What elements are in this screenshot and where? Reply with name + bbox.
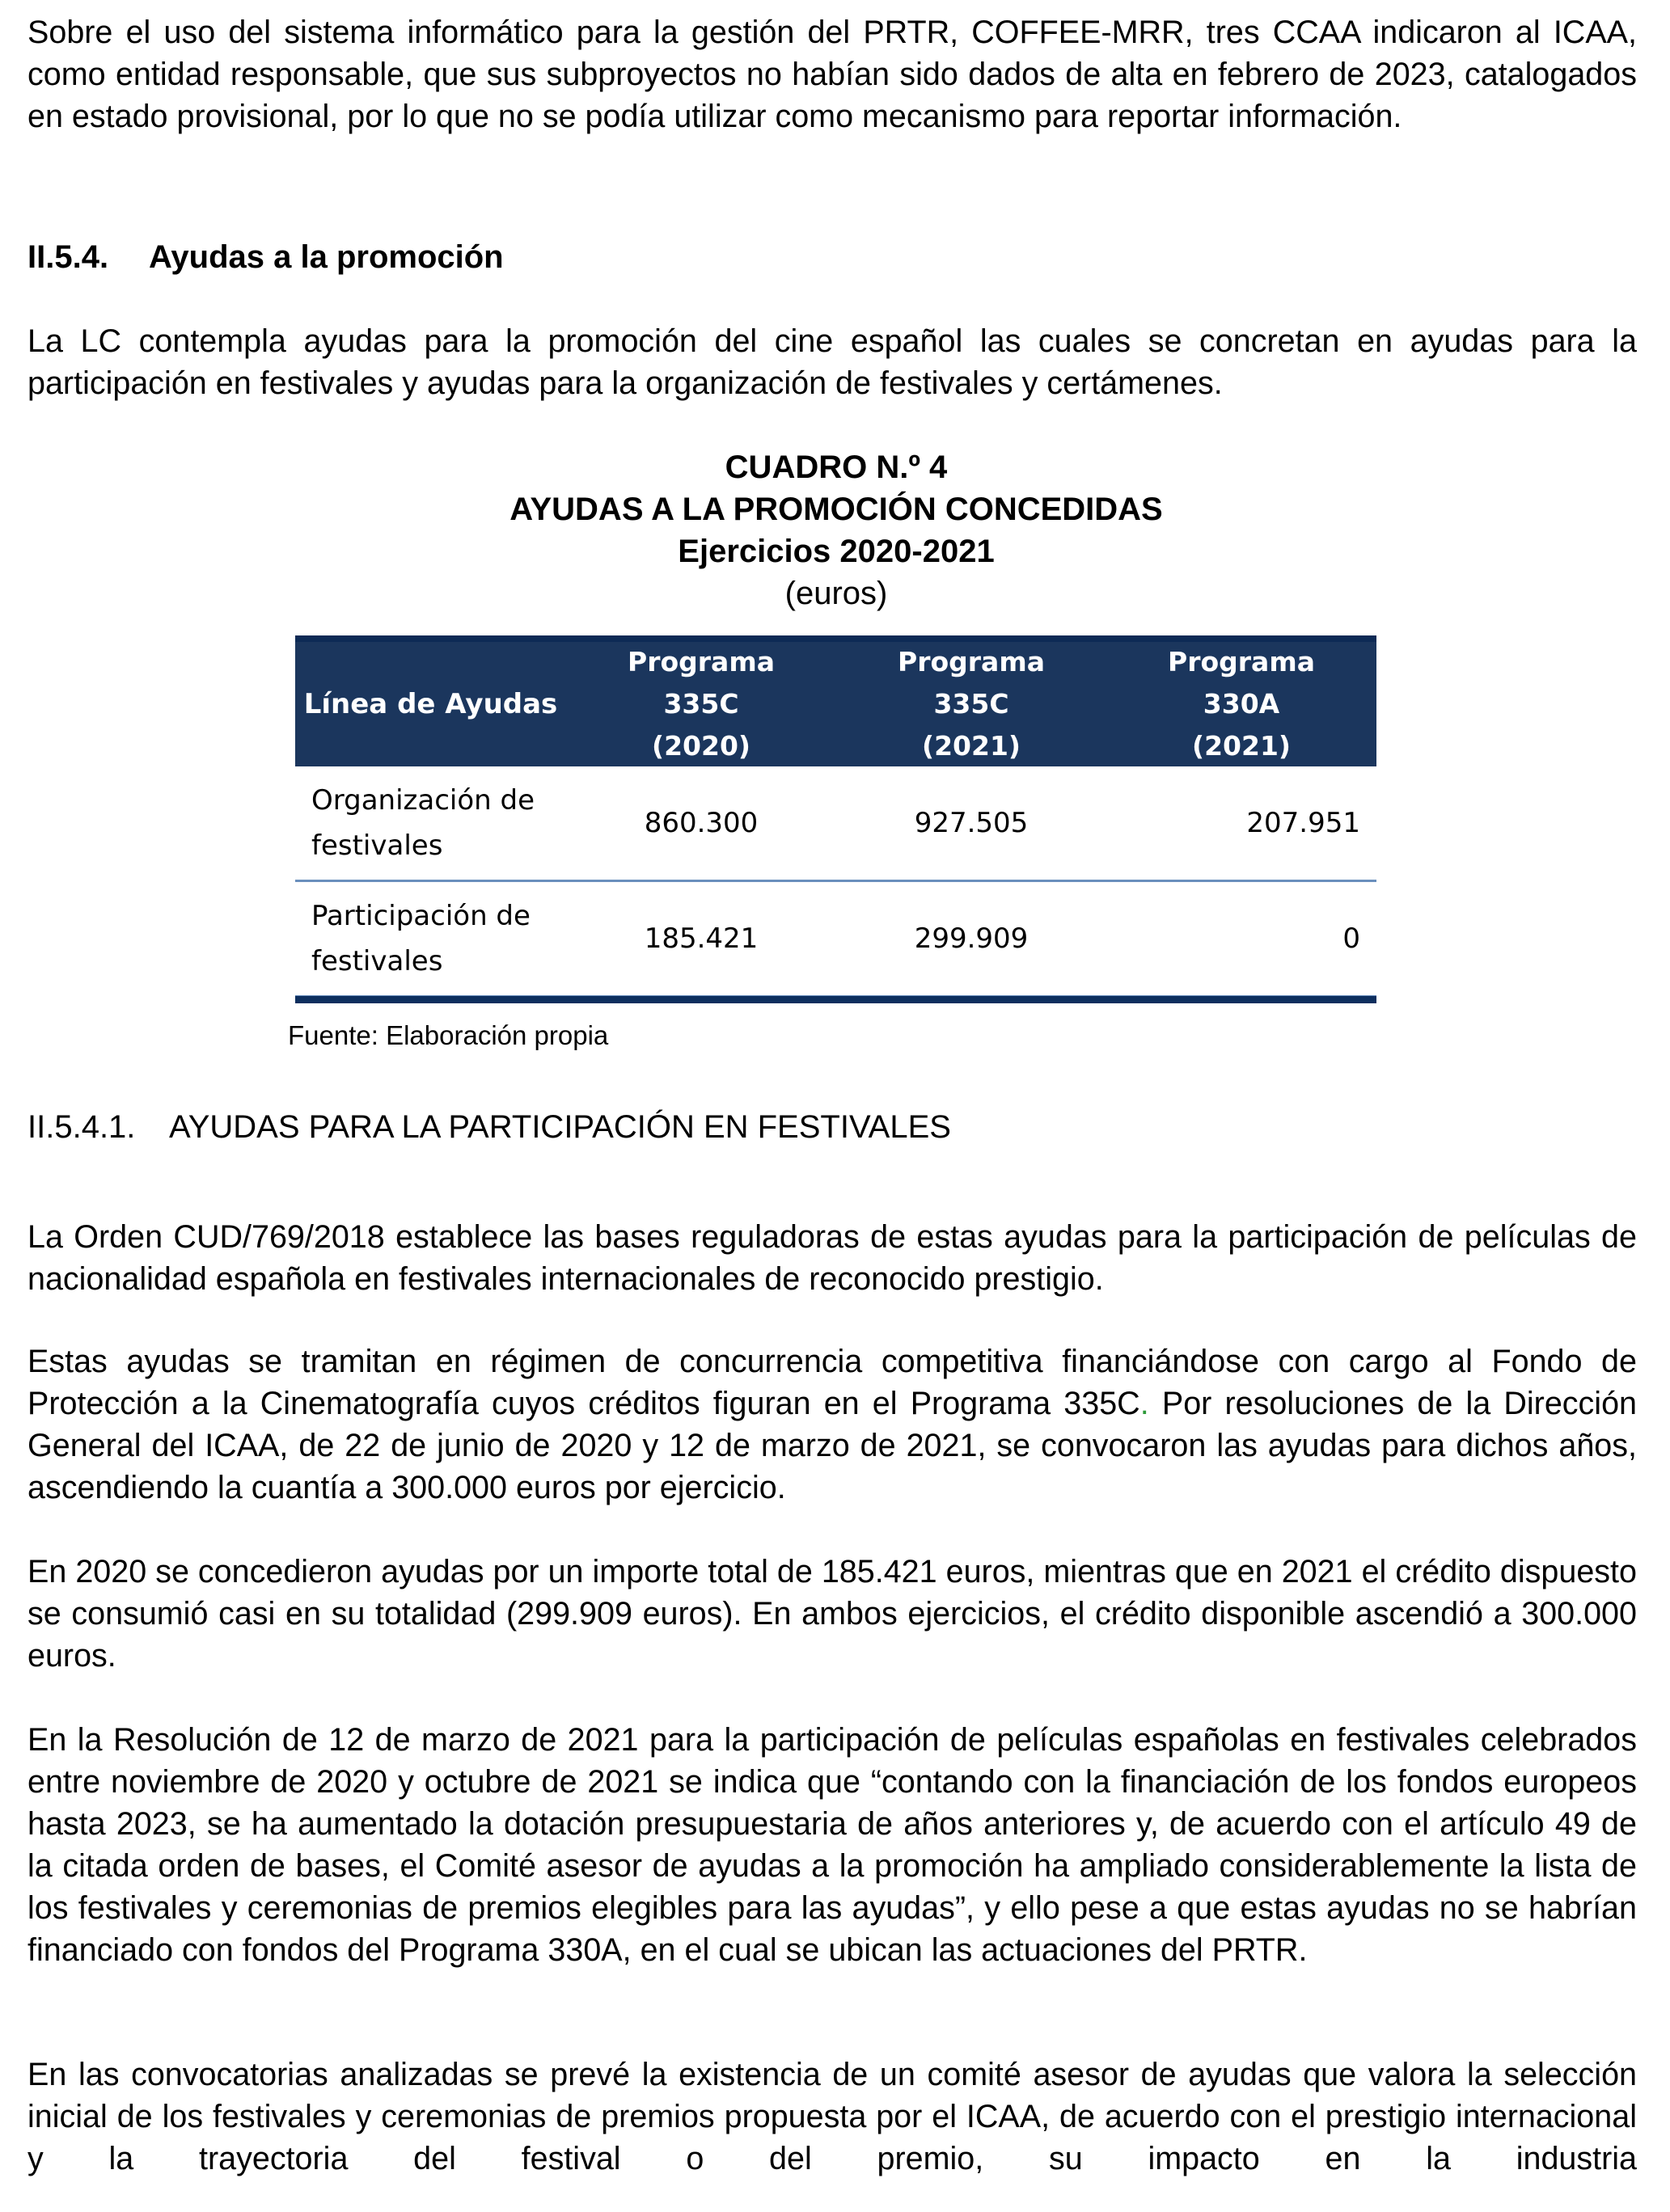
table-source: Fuente: Elaboración propia bbox=[288, 1020, 609, 1050]
table-row bbox=[295, 766, 1376, 882]
subsection-heading-participacion bbox=[27, 1109, 951, 1146]
cell-value: 299.909 bbox=[914, 922, 1029, 955]
subsection-title: AYUDAS PARA LA PARTICIPACIÓN EN FESTIVALES bbox=[169, 1109, 951, 1145]
row-label-line: festivales bbox=[311, 830, 443, 862]
text-run-green-dot: . bbox=[1139, 1386, 1149, 1421]
header-line: (2021) bbox=[921, 730, 1021, 762]
text-run: Estas ayudas se tramitan en régimen de concurrencia competitiva financiándose con cargo al Fondo de Protección a la Cinematografía cuyos créditos figuran en el Programa 335C bbox=[27, 1344, 1637, 1421]
text-run: Por resoluciones de la Dirección General del ICAA, de 22 de junio de 2020 y 12 de marzo de 2021, se convocaron las ayudas para dichos años, ascendiendo la cuantía a 300.000 euros por ejercicio. bbox=[27, 1386, 1638, 1505]
cell-value: 207.951 bbox=[1246, 807, 1360, 839]
table-units: (euros) bbox=[784, 576, 888, 611]
cell-value: 927.505 bbox=[914, 807, 1029, 839]
row-label-line: festivales bbox=[311, 945, 443, 977]
cell-value: 185.421 bbox=[644, 922, 759, 955]
header-col-335c-2021 bbox=[836, 642, 1106, 766]
table-title: AYUDAS A LA PROMOCIÓN CONCEDIDAS bbox=[509, 492, 1163, 527]
paragraph-comite-asesor: En las convocatorias analizadas se prevé la existencia de un comité asesor de ayudas que valora la selección inicial de los festivales y ceremonias de premios propuesta por el ICAA, de acuerdo con el prestigio internacional y la trayectoria del festival o del premio, su impacto en la industria bbox=[27, 2057, 1637, 2176]
table-number: CUADRO N.º 4 bbox=[725, 450, 948, 485]
header-line: 335C bbox=[933, 688, 1009, 720]
header-line: 330A bbox=[1203, 688, 1280, 720]
cell-value: 860.300 bbox=[644, 807, 759, 839]
header-line: 335C bbox=[663, 688, 739, 720]
table-period: Ejercicios 2020-2021 bbox=[678, 534, 995, 569]
paragraph-resolucion-2021: En la Resolución de 12 de marzo de 2021 para la participación de películas españolas en festivales celebrados entre noviembre de 2020 y octubre de 2021 se indica que “contando con la financiación de los fondos europeos hasta 2023, se ha aumentado la dotación presupuestaria de años anteriores y, de acuerdo con el artículo 49 de la citada orden de bases, el Comité asesor de ayudas a la promoción ha ampliado considerablemente la lista de los festivales y ceremonias de premios elegibles para las ayudas”, y ello pese a que estas ayudas no se habrían financiado con fondos del Programa 330A, en el cual se ubican las actuaciones del PRTR. bbox=[27, 1722, 1637, 1968]
paragraph-tramitacion bbox=[27, 1340, 1637, 1509]
table-footer-bar bbox=[295, 995, 1376, 1003]
table-row bbox=[295, 882, 1376, 995]
header-line: Programa bbox=[628, 646, 775, 678]
section-title: Ayudas a la promoción bbox=[149, 239, 504, 275]
paragraph-orden-cud: La Orden CUD/769/2018 establece las bases reguladoras de estas ayudas para la participación de películas de nacionalidad española en festivales internacionales de reconocido prestigio. bbox=[27, 1219, 1637, 1297]
header-col-335c-2020 bbox=[566, 642, 836, 766]
paragraph-importes-concedidos: En 2020 se concedieron ayudas por un importe total de 185.421 euros, mientras que en 2021 el crédito dispuesto se consumió casi en su totalidad (299.909 euros). En ambos ejercicios, el crédito disponible ascendió a 300.000 euros. bbox=[27, 1554, 1637, 1674]
table-caption bbox=[27, 446, 1645, 614]
row-label bbox=[295, 893, 566, 984]
table-header bbox=[295, 635, 1376, 766]
cell-value: 0 bbox=[1342, 922, 1360, 955]
header-line: (2020) bbox=[651, 730, 750, 762]
row-label bbox=[295, 778, 566, 868]
promotion-aid-table bbox=[295, 635, 1376, 1003]
paragraph-prtr-system: Sobre el uso del sistema informático para la gestión del PRTR, COFFEE-MRR, tres CCAA indicaron al ICAA, como entidad responsable, que sus subproyectos no habían sido dados de alta en febrero de 2023, catalogados en estado provisional, por lo que no se podía utilizar como mecanismo para reportar información. bbox=[27, 15, 1637, 134]
row-label-line: Participación de bbox=[311, 900, 531, 932]
paragraph-lc-intro: La LC contempla ayudas para la promoción del cine español las cuales se concretan en ayudas para la participación en festivales y ayudas para la organización de festivales y certámenes. bbox=[27, 323, 1637, 401]
section-number: II.5.4. bbox=[27, 239, 109, 275]
header-col-330a-2021 bbox=[1106, 642, 1376, 766]
header-linea-ayudas: Línea de Ayudas bbox=[303, 688, 558, 720]
header-line: Programa bbox=[898, 646, 1045, 678]
section-heading-ayudas-promocion bbox=[27, 239, 504, 276]
header-line: (2021) bbox=[1191, 730, 1291, 762]
header-line: Programa bbox=[1168, 646, 1315, 678]
row-label-line: Organización de bbox=[311, 784, 535, 817]
subsection-number: II.5.4.1. bbox=[27, 1109, 136, 1145]
